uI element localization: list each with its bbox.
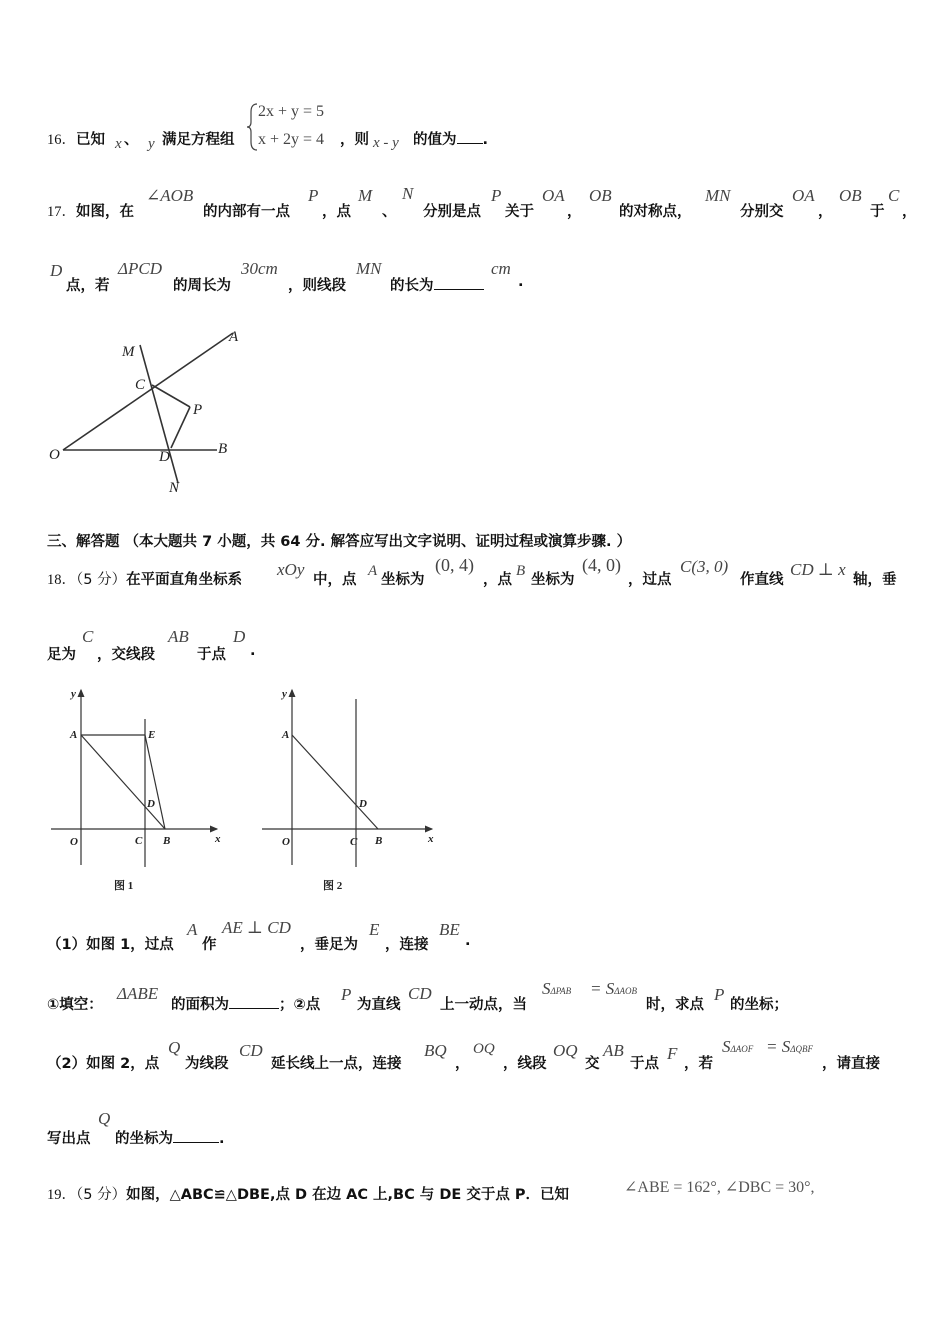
q18-fill-triangle-abe: ΔABE [117, 984, 159, 1003]
q18-fill-eq: = S [590, 979, 615, 998]
q18-part2-s1-sub: ΔAOF [730, 1044, 754, 1054]
q18-part2-text-a: （2）如图 2，点 [47, 1056, 160, 1072]
q17-text1: 如图，在 [76, 204, 134, 220]
q18-part2-segment-oq2: OQ [553, 1041, 578, 1060]
q18-coord-system: xOy [277, 560, 305, 579]
q17-text6: 的对称点， [619, 204, 692, 220]
fig2-label-b: B [375, 835, 383, 847]
q17-comma2: ， [818, 204, 833, 220]
q18-fill-line-cd: CD [408, 984, 432, 1003]
q18-part1-point-a: A [187, 920, 198, 939]
q17-point-m: M [358, 186, 373, 205]
q17-comma3: ， [902, 204, 917, 220]
q18-part2-text-j-label: 的坐标为 [115, 1131, 173, 1147]
q18-text1: 在平面直角坐标系 [126, 572, 243, 588]
q18-part1-end: . [465, 933, 471, 949]
q18-part2-text-c: 延长线上一点，连接 [271, 1056, 402, 1072]
q17-perimeter: 30cm [241, 259, 278, 278]
ray-oa [63, 333, 233, 450]
q16-sep: 、 [124, 132, 139, 148]
q17-text11: ，则线段 [288, 278, 346, 294]
fig17-label-b: B [218, 441, 228, 457]
q18-score: （5 分） [76, 572, 127, 588]
q18-part1-point-e: E [369, 920, 380, 939]
fig2-label-y: y [282, 688, 287, 700]
q17-point-d: D [50, 261, 63, 280]
q17-point-n: N [402, 184, 414, 203]
fig17-label-m: M [122, 344, 135, 360]
q18-part2-end: . [219, 1131, 225, 1147]
q17-answer-blank[interactable] [434, 289, 484, 290]
q18-text7: 作直线 [740, 572, 784, 588]
q16-text3: ，则 [340, 132, 369, 148]
q16-var-x: x [115, 136, 122, 152]
q17-comma: ， [567, 204, 582, 220]
q18-fill-text-b-label: 的面积为 [171, 997, 229, 1013]
fig17-label-p: P [193, 402, 203, 418]
fig1-segment-be [145, 735, 165, 829]
q16-equation-2: x + 2y = 4 [258, 131, 325, 148]
q18-figure-1 [45, 685, 235, 895]
q18-text8: 轴，垂 [853, 572, 897, 588]
q18-text9: 足为 [47, 647, 76, 663]
q18-part1-text-a: （1）如图 1，过点 [47, 937, 174, 953]
fig1-label-b: B [163, 835, 171, 847]
q18-part2-point-q: Q [168, 1038, 181, 1057]
q18-part2-segment-bq: BQ [424, 1041, 447, 1060]
q18-fill-area-aob [590, 979, 637, 999]
q18-part1-text-c: ，垂足为 [300, 937, 358, 953]
q17-ray-ob: OB [589, 186, 612, 205]
fig1-label-o: O [70, 836, 78, 848]
q16-expression: x - y [373, 135, 399, 151]
fig17-label-a: A [229, 329, 239, 345]
q18-point-d: D [233, 627, 246, 646]
fig1-label-a: A [70, 729, 78, 741]
q18-fill-text-a: ①填空： [47, 997, 103, 1013]
q16-text4-label: 的值为 [413, 132, 457, 148]
q18-foot-c: C [82, 627, 94, 646]
q19-line [47, 1183, 569, 1204]
q18-text11: 于点 [197, 647, 226, 663]
fig1-label-x: x [215, 833, 221, 845]
q18-fill-s1-sub: ΔPAB [550, 986, 572, 996]
q18-part2-comma: ， [455, 1056, 470, 1072]
q16-answer-blank[interactable] [457, 143, 483, 144]
q18-fill-point-p2: P [714, 985, 725, 1004]
q18-part1-segment-be: BE [439, 920, 460, 939]
q18-fill-text-g: 的坐标； [730, 997, 788, 1013]
q18-part2-s1: S [722, 1037, 731, 1056]
q17-text2: 的内部有一点 [203, 204, 290, 220]
q18-part2-segment-cd: CD [239, 1041, 263, 1060]
q18-text3: 坐标为 [381, 572, 425, 588]
segment-cp [152, 385, 190, 407]
fig1-segment-ab [81, 735, 165, 829]
q18-part2-segment-oq: OQ [473, 1041, 495, 1057]
q18-segment-ab: AB [168, 627, 189, 646]
q16-text4 [413, 128, 488, 149]
q17-sep: 、 [382, 204, 397, 220]
q18-number: 18． [47, 572, 76, 588]
fig2-caption: 图 2 [323, 880, 343, 892]
fig1-label-c: C [135, 835, 143, 847]
q16-number: 16． [47, 132, 76, 148]
q18-part1-text-d: ，连接 [385, 937, 429, 953]
fig2-label-o: O [282, 836, 290, 848]
q18-fill-area-pab [542, 979, 571, 999]
q17-ray-ob2: OB [839, 186, 862, 205]
q17-ray-oa: OA [542, 186, 565, 205]
q16-text: 已知 [76, 132, 105, 148]
q17-text12-label: 的长为 [390, 278, 434, 294]
q18-part2-text-i: 写出点 [47, 1131, 91, 1147]
q19-angles: ∠ABE = 162°, ∠DBC = 30°, [624, 1179, 815, 1196]
fig17-label-o: O [49, 447, 60, 463]
q17-point-p2: P [491, 186, 502, 205]
q17-text10: 的周长为 [173, 278, 231, 294]
q18-fill-text-e: 上一动点，当 [440, 997, 527, 1013]
q18-part2-text-e: 交 [585, 1056, 600, 1072]
q18-lead [47, 568, 242, 589]
q17-angle-aob: ∠AOB [146, 186, 194, 205]
q17-triangle-pcd: ΔPCD [118, 259, 162, 278]
q18-part2-eq: = S [766, 1037, 791, 1056]
q18-part2-text-b: 为线段 [185, 1056, 229, 1072]
q17-text5: 关于 [505, 204, 534, 220]
q19-text: 如图，△ABC≌△DBE,点 D 在边 AC 上,BC 与 DE 交于点 P．已知 [126, 1187, 570, 1203]
q18-part2-point-q2: Q [98, 1109, 111, 1128]
fig17-label-d: D [159, 449, 170, 465]
q18-part2-text-d: ，线段 [503, 1056, 547, 1072]
q17-unit: cm [491, 259, 511, 278]
q18-coord-a: (0, 4) [435, 555, 474, 575]
q18-q-coord-blank[interactable] [173, 1142, 219, 1143]
fig17-label-n: N [169, 480, 180, 496]
q17-lead [47, 200, 134, 221]
q18-point-a: A [368, 563, 378, 579]
q18-text2: 中，点 [313, 572, 357, 588]
q18-part2-area-aof [722, 1037, 753, 1057]
q17-point-p: P [308, 186, 319, 205]
q18-text10: ，交线段 [97, 647, 155, 663]
q17-text3: ，点 [322, 204, 351, 220]
q16-equation-1: 2x + y = 5 [258, 103, 325, 120]
q18-figure-2 [258, 685, 448, 895]
q16-line [47, 128, 105, 149]
q18-line-cd-perp: CD ⊥ x [790, 560, 846, 579]
q16-text2: 满足方程组 [162, 132, 235, 148]
q17-end: . [518, 274, 524, 290]
q17-text8: 于 [870, 204, 885, 220]
q18-fill-point-p: P [341, 985, 352, 1004]
fig2-segment-ab [292, 735, 378, 829]
q18-fill-text-b [171, 993, 320, 1014]
fig1-caption: 图 1 [114, 880, 134, 892]
fig2-label-d: D [359, 798, 367, 810]
q18-part2-s2-sub: ΔQBF [790, 1044, 814, 1054]
q17-text4: 分别是点 [423, 204, 481, 220]
q17-figure [45, 325, 275, 505]
q18-fill-s1: S [542, 979, 551, 998]
q18-part2-text-j [115, 1127, 225, 1148]
q18-end: . [250, 643, 256, 659]
q18-point-c: C(3, 0) [680, 557, 729, 576]
fig1-label-y: y [71, 688, 76, 700]
q18-text6: ，过点 [628, 572, 672, 588]
q18-part2-text-h: ，请直接 [822, 1056, 880, 1072]
q18-part2-text-g: ，若 [684, 1056, 713, 1072]
q18-point-b: B [516, 563, 526, 579]
fig17-label-c: C [135, 377, 146, 393]
q18-part2-area-qbf [766, 1037, 813, 1057]
q18-part2-point-f: F [667, 1044, 678, 1063]
q17-segment-mn2: MN [356, 259, 382, 278]
q18-fill-text-d: 为直线 [357, 997, 401, 1013]
q17-text12 [390, 274, 484, 295]
q17-number: 17． [47, 204, 76, 220]
fig1-label-e: E [148, 729, 156, 741]
q17-text9: 点，若 [66, 278, 110, 294]
q18-part2-segment-ab: AB [603, 1041, 624, 1060]
q18-coord-b: (4, 0) [582, 555, 621, 575]
q19-score: （5 分） [76, 1187, 127, 1203]
fig1-label-d: D [147, 798, 155, 810]
q17-segment-mn: MN [705, 186, 731, 205]
q19-number: 19． [47, 1187, 76, 1203]
segment-pd [171, 407, 190, 448]
q17-ray-oa2: OA [792, 186, 815, 205]
q18-part1-text-b: 作 [202, 937, 217, 953]
q18-fill-text-c: ；②点 [279, 997, 321, 1013]
q16-var-y: y [148, 136, 155, 152]
q18-text5: 坐标为 [531, 572, 575, 588]
q18-fill-s2-sub: ΔAOB [614, 986, 638, 996]
q17-text7: 分别交 [740, 204, 784, 220]
q18-area-blank[interactable] [229, 1008, 279, 1009]
fig2-label-c: C [350, 836, 358, 848]
q16-end: . [482, 132, 489, 148]
q18-text4: ，点 [483, 572, 512, 588]
q17-point-c: C [888, 186, 900, 205]
section-3-header: 三、解答题 （本大题共 7 小题，共 64 分. 解答应写出文字说明、证明过程或演算步骤. ） [47, 534, 632, 550]
q18-part1-ae-perp-cd: AE ⊥ CD [222, 918, 291, 937]
fig2-label-x: x [428, 833, 434, 845]
q18-fill-text-f: 时，求点 [646, 997, 704, 1013]
fig2-label-a: A [282, 729, 290, 741]
q18-part2-text-f: 于点 [630, 1056, 659, 1072]
